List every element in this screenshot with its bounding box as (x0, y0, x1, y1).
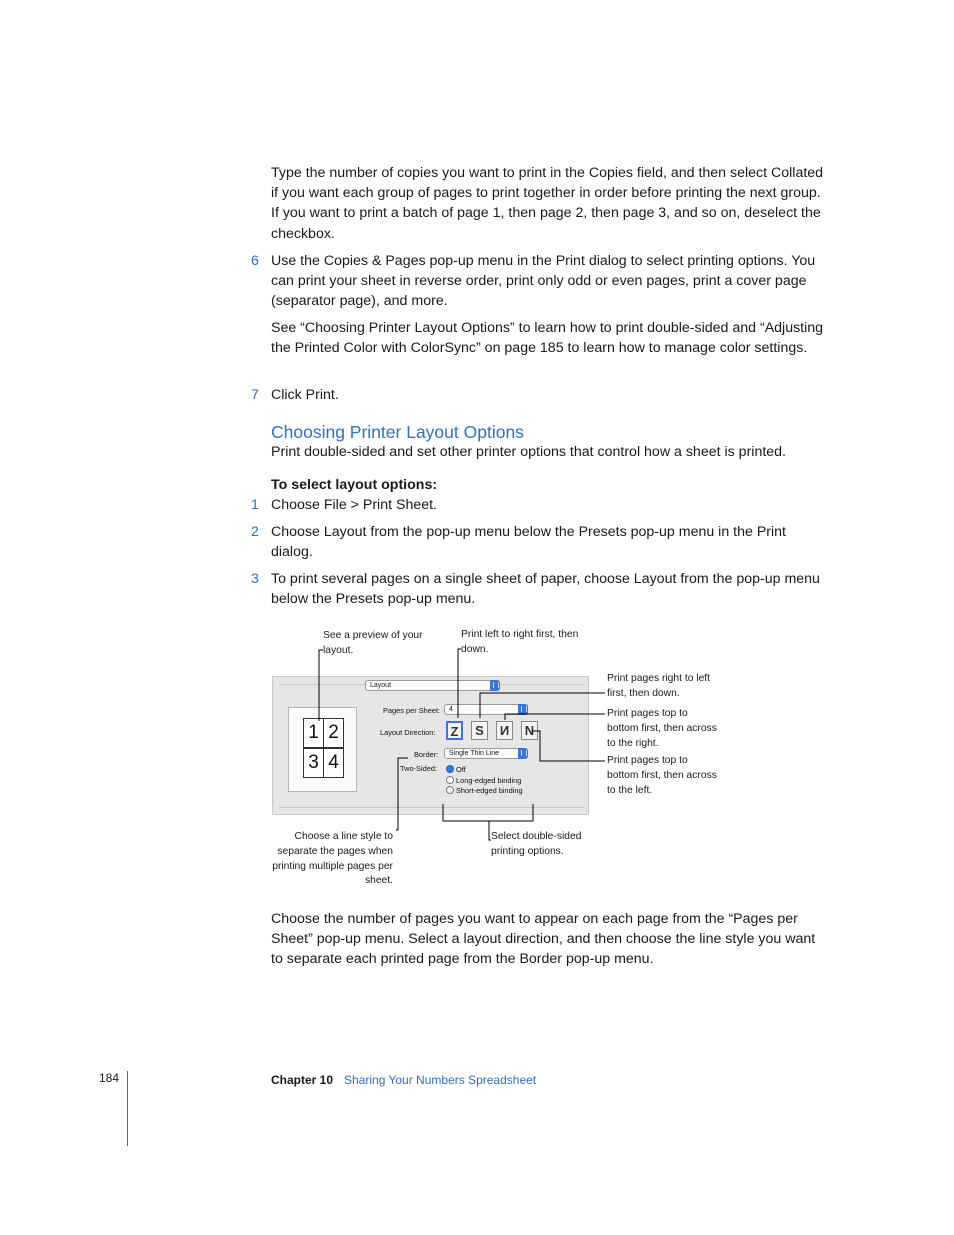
preview-page: 1 (303, 718, 324, 748)
two-sided-option: Long-edged binding (456, 776, 522, 785)
step-number: 2 (251, 524, 259, 540)
callout-preview: See a preview of your layout. (323, 630, 423, 656)
closing-paragraph: Choose the number of pages you want to appear on each page from the “Pages per Sheet” pop-up menu. Select a layout direction, and then choose the line style you want to separate each printed page from the Border pop-up menu. (271, 911, 816, 968)
callout-top-bottom-left: Print pages top to bottom first, then across to the left. (607, 755, 717, 796)
callout-left-right: Print left to right first, then down. (461, 629, 579, 655)
footer-rule (127, 1071, 128, 1146)
preview-page: 3 (303, 748, 324, 778)
callout-top-bottom-right: Print pages top to bottom first, then across to the right. (607, 708, 717, 749)
step-text: Choose File > Print Sheet. (271, 497, 438, 513)
border-value: Single Thin Line (449, 750, 500, 757)
callout-line-style: Choose a line style to separate the pages when printing multiple pages per sheet. (272, 831, 393, 887)
step-number: 3 (251, 571, 259, 587)
direction-left-right-icon[interactable]: Z (446, 721, 463, 740)
chapter-label: Chapter 10 (271, 1073, 334, 1087)
step-number: 1 (251, 497, 259, 513)
preview-page: 4 (323, 748, 344, 778)
page-number: 184 (99, 1071, 120, 1085)
step-number: 6 (251, 253, 259, 269)
task-title: To select layout options: (271, 477, 438, 493)
callout-double-sided: Select double-sided printing options. (491, 831, 582, 857)
see-also-paragraph: See “Choosing Printer Layout Options” to learn how to print double-sided and “Adjusting the Printed Color with ColorSync” on page 185 to learn how to manage color settings. (271, 320, 824, 357)
direction-right-left-icon[interactable]: S (471, 721, 488, 740)
step-text: Use the Copies & Pages pop-up menu in the Print dialog to select printing options. You can print your sheet in reverse order, print only odd or even pages, print a cover page (separator page), and more. (271, 253, 816, 310)
two-sided-option: Off (456, 765, 466, 774)
chapter-title: Sharing Your Numbers Spreadsheet (344, 1073, 537, 1087)
direction-top-bottom-right-icon[interactable]: И (496, 721, 513, 740)
panel-popup-label: Layout (370, 682, 392, 689)
border-label: Border: (414, 750, 439, 759)
two-sided-option: Short-edged binding (456, 786, 523, 795)
step-number: 7 (251, 387, 259, 403)
step-text: Choose Layout from the pop-up menu below the Presets pop-up menu in the Print dialog. (271, 524, 786, 561)
section-intro: Print double-sided and set other printer options that control how a sheet is printed. (271, 444, 786, 460)
layout-direction-label: Layout Direction: (380, 728, 436, 737)
callout-right-left: Print pages right to left first, then down. (607, 673, 711, 699)
direction-top-bottom-left-icon[interactable]: N (521, 721, 538, 740)
intro-paragraph: Type the number of copies you want to print in the Copies field, and then select Collated if you want each group of pages to print together in order before printing the next group. If you want to print a batch of page 1, then page 2, then page 3, and so on, deselect the checkbox. (271, 165, 824, 242)
pages-per-sheet-value: 4 (449, 706, 453, 713)
step-text: To print several pages on a single sheet of paper, choose Layout from the pop-up menu below the Presets pop-up menu. (271, 571, 820, 608)
two-sided-label: Two-Sided: (400, 764, 437, 773)
section-heading: Choosing Printer Layout Options (271, 422, 524, 442)
step-text: Click Print. (271, 387, 339, 403)
preview-page: 2 (323, 718, 344, 748)
pages-per-sheet-label: Pages per Sheet: (383, 706, 441, 715)
